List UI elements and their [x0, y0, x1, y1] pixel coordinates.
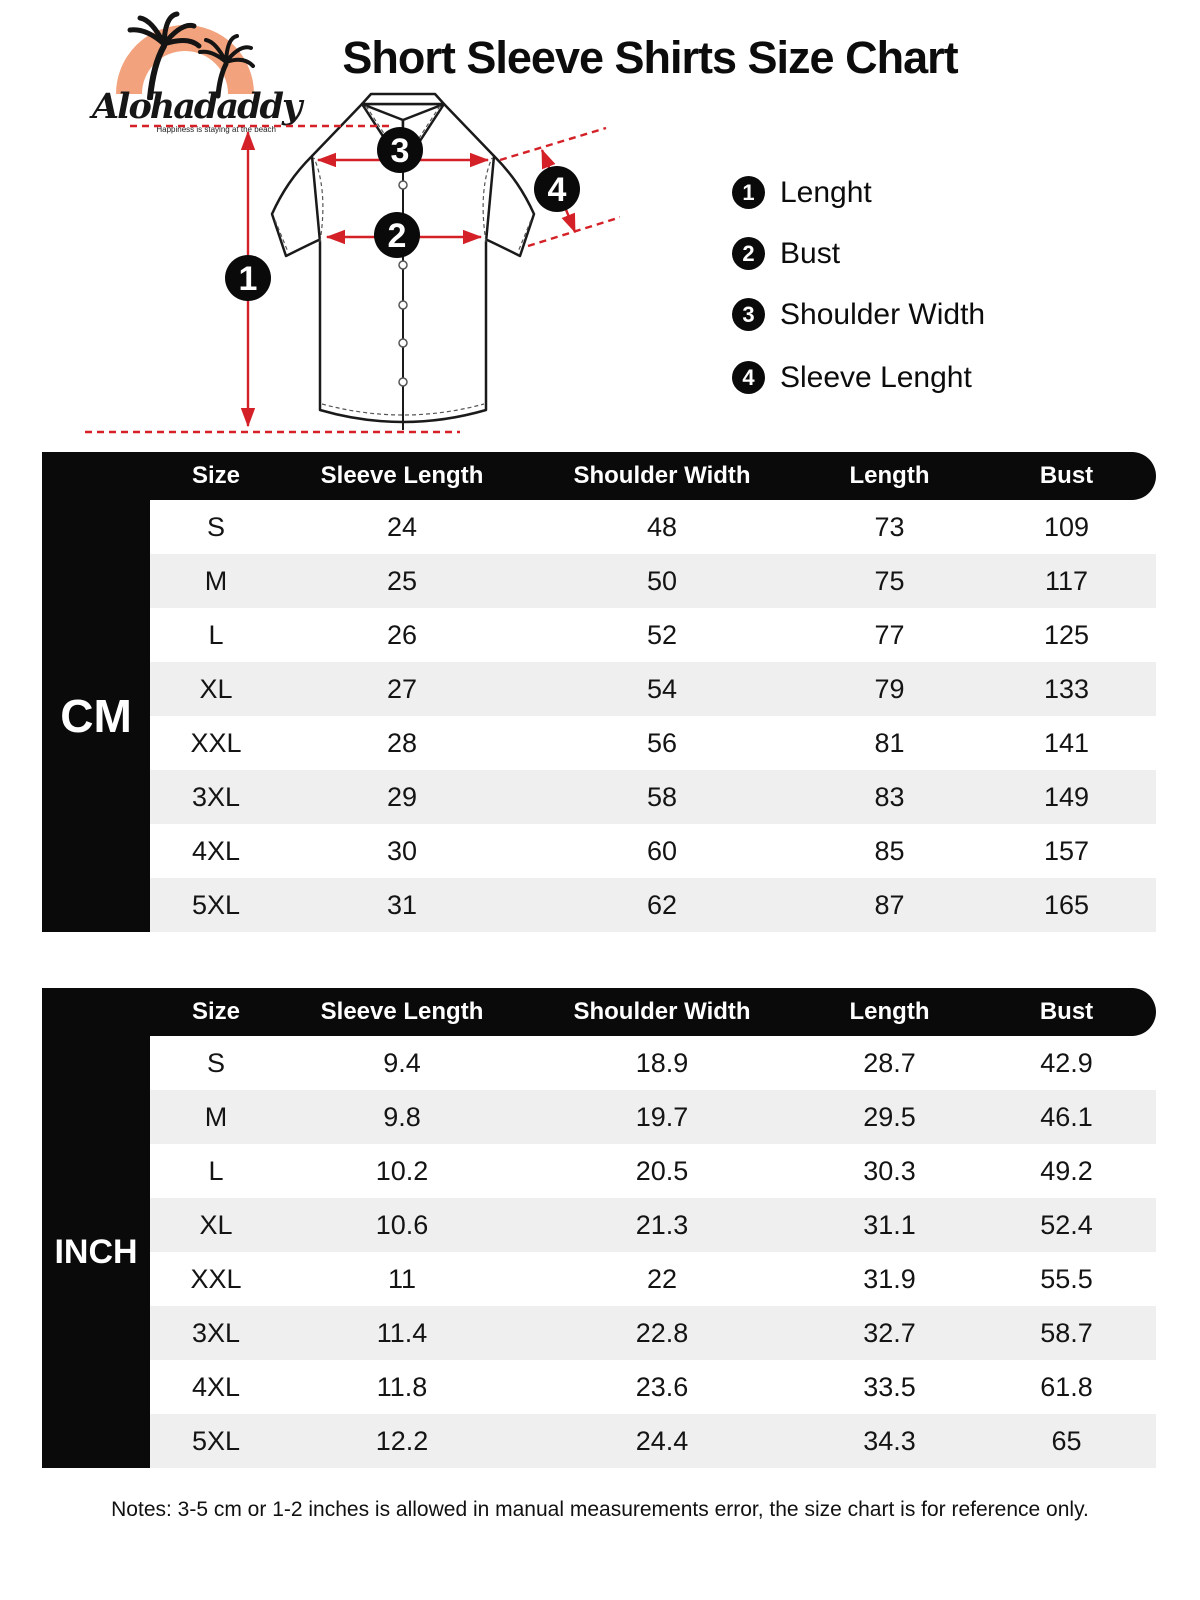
marker-3-label: 3 — [390, 132, 410, 170]
table-cell: 117 — [1044, 565, 1089, 596]
table-cell: 11.8 — [376, 1371, 428, 1402]
legend-item-shoulder-width — [732, 298, 985, 331]
table-cell: L — [208, 619, 224, 650]
table-cell: 3XL — [191, 1317, 241, 1348]
table-cell: 141 — [1043, 727, 1090, 758]
table-cell: 49.2 — [1040, 1155, 1093, 1186]
table-cell: 133 — [1043, 673, 1090, 704]
marker-4-label: 4 — [547, 171, 567, 209]
column-header: Shoulder Width — [573, 998, 751, 1025]
table-cell: 87 — [874, 889, 905, 920]
unit-label-cm: CM — [42, 500, 150, 932]
table-row — [150, 1036, 1156, 1090]
brand-name: Alohadaddy — [92, 86, 301, 127]
shirt-measurement-diagram — [60, 92, 620, 452]
brand-tagline: Happiness is staying at the beach — [156, 125, 276, 134]
table-row — [150, 716, 1156, 770]
legend-num-1: 1 — [732, 176, 765, 209]
table-cell: 58.7 — [1040, 1317, 1093, 1348]
table-cell: 20.5 — [635, 1155, 689, 1186]
table-cell: 52 — [646, 619, 678, 650]
table-cell: 29 — [386, 781, 418, 812]
legend-item-bust — [732, 237, 985, 270]
table-cell: 30.3 — [863, 1155, 916, 1186]
column-header: Sleeve Length — [320, 462, 484, 489]
table-cell: S — [206, 1047, 225, 1078]
column-header: Sleeve Length — [320, 998, 484, 1025]
table-cell: 75 — [874, 565, 905, 596]
table-cell: 48 — [646, 511, 678, 542]
table-cell: 5XL — [191, 889, 241, 920]
table-cell: 21.3 — [635, 1209, 689, 1240]
column-header: Size — [191, 462, 241, 489]
marker-1-label: 1 — [238, 260, 258, 298]
table-cell: 10.6 — [375, 1209, 429, 1240]
column-header: Length — [849, 998, 930, 1025]
table-header-cm — [42, 452, 1156, 500]
size-table-cm — [42, 452, 1156, 932]
table-body-inch — [42, 1036, 1156, 1468]
table-cell: 85 — [874, 835, 905, 866]
table-row — [150, 554, 1156, 608]
table-cell: 11 — [387, 1263, 417, 1294]
marker-2-label: 2 — [387, 217, 407, 255]
table-cell: 34.3 — [863, 1425, 916, 1456]
table-cell: 58 — [646, 781, 678, 812]
table-cell: 33.5 — [863, 1371, 916, 1402]
table-cell: 83 — [874, 781, 905, 812]
table-cell: 165 — [1043, 889, 1090, 920]
table-cell: 28.7 — [863, 1047, 916, 1078]
table-header-inch — [42, 988, 1156, 1036]
table-cell: 22 — [646, 1263, 678, 1294]
table-cell: 42.9 — [1040, 1047, 1093, 1078]
table-cell: 23.6 — [635, 1371, 689, 1402]
table-cell: 56 — [646, 727, 678, 758]
table-cell: 81 — [874, 727, 905, 758]
table-row — [150, 1090, 1156, 1144]
table-cell: 12.2 — [375, 1425, 429, 1456]
table-row — [150, 662, 1156, 716]
table-cell: 22.8 — [635, 1317, 689, 1348]
table-cell: 4XL — [191, 835, 241, 866]
table-cell: 46.1 — [1040, 1101, 1093, 1132]
table-cell: 32.7 — [863, 1317, 916, 1348]
table-row — [150, 1414, 1156, 1468]
table-cell: XL — [199, 673, 233, 704]
table-cell: 3XL — [191, 781, 241, 812]
measurement-legend — [732, 176, 985, 424]
legend-num-4: 4 — [732, 361, 765, 394]
table-cell: M — [204, 1101, 228, 1132]
table-cell: 27 — [386, 673, 418, 704]
table-cell: 77 — [874, 619, 905, 650]
table-row — [150, 770, 1156, 824]
table-cell: XXL — [190, 1263, 242, 1294]
column-header: Size — [191, 998, 241, 1025]
legend-label-shoulder-width: Shoulder Width — [780, 297, 986, 331]
table-cell: L — [208, 1155, 224, 1186]
table-cell: S — [206, 511, 225, 542]
table-rows-inch — [150, 1036, 1156, 1468]
table-cell: 149 — [1043, 781, 1090, 812]
table-cell: 125 — [1043, 619, 1090, 650]
size-table-inch — [42, 988, 1156, 1468]
table-cell: 29.5 — [863, 1101, 916, 1132]
table-cell: 5XL — [191, 1425, 241, 1456]
table-cell: 50 — [646, 565, 678, 596]
table-cell: 60 — [646, 835, 678, 866]
legend-item-sleeve-length — [732, 361, 985, 394]
legend-label-length: Lenght — [780, 175, 872, 209]
table-cell: 4XL — [191, 1371, 241, 1402]
table-cell: 9.4 — [383, 1047, 421, 1078]
table-cell: 31.9 — [863, 1263, 916, 1294]
table-cell: 18.9 — [635, 1047, 689, 1078]
table-row — [150, 878, 1156, 932]
table-cell: 10.2 — [375, 1155, 429, 1186]
table-cell: M — [204, 565, 228, 596]
table-body-cm — [42, 500, 1156, 932]
table-cell: 54 — [646, 673, 678, 704]
table-cell: 62 — [646, 889, 678, 920]
table-cell: 26 — [386, 619, 418, 650]
table-cell: 61.8 — [1040, 1371, 1093, 1402]
page-title: Short Sleeve Shirts Size Chart — [342, 32, 958, 83]
shirt-collar-band — [362, 94, 444, 104]
table-cell: 25 — [386, 565, 418, 596]
table-cell: XL — [199, 1209, 233, 1240]
table-rows-cm — [150, 500, 1156, 932]
unit-label-inch: INCH — [42, 1036, 150, 1468]
table-cell: 79 — [874, 673, 905, 704]
table-cell: 31 — [386, 889, 418, 920]
table-cell: XXL — [190, 727, 242, 758]
legend-item-length — [732, 176, 985, 209]
table-cell: 24.4 — [635, 1425, 689, 1456]
table-cell: 31.1 — [863, 1209, 916, 1240]
legend-label-bust: Bust — [780, 236, 841, 270]
table-cell: 28 — [386, 727, 418, 758]
table-cell: 157 — [1043, 835, 1090, 866]
shirt-diagram-svg — [60, 92, 620, 452]
table-row — [150, 1144, 1156, 1198]
column-header: Bust — [1039, 462, 1094, 489]
table-row — [150, 1360, 1156, 1414]
table-cell: 109 — [1043, 511, 1090, 542]
table-cell: 9.8 — [383, 1101, 421, 1132]
table-row — [150, 1306, 1156, 1360]
column-header: Shoulder Width — [573, 462, 751, 489]
table-row — [150, 608, 1156, 662]
legend-num-3: 3 — [732, 298, 765, 331]
table-cell: 55.5 — [1040, 1263, 1093, 1294]
notes-text: Notes: 3-5 cm or 1-2 inches is allowed in manual measurements error, the size chart is for reference only. — [111, 1498, 1089, 1521]
table-row — [150, 824, 1156, 878]
table-cell: 19.7 — [635, 1101, 689, 1132]
column-header: Length — [849, 462, 930, 489]
table-cell: 65 — [1051, 1425, 1082, 1456]
table-row — [150, 1252, 1156, 1306]
table-row — [150, 1198, 1156, 1252]
legend-num-2: 2 — [732, 237, 765, 270]
column-header: Bust — [1039, 998, 1094, 1025]
table-cell: 24 — [386, 511, 418, 542]
legend-label-sleeve-length: Sleeve Lenght — [780, 360, 972, 394]
sleeve-guide-top — [500, 128, 606, 160]
table-cell: 73 — [874, 511, 905, 542]
table-cell: 30 — [386, 835, 418, 866]
table-cell: 11.4 — [376, 1317, 428, 1348]
table-row — [150, 500, 1156, 554]
table-cell: 52.4 — [1040, 1209, 1093, 1240]
